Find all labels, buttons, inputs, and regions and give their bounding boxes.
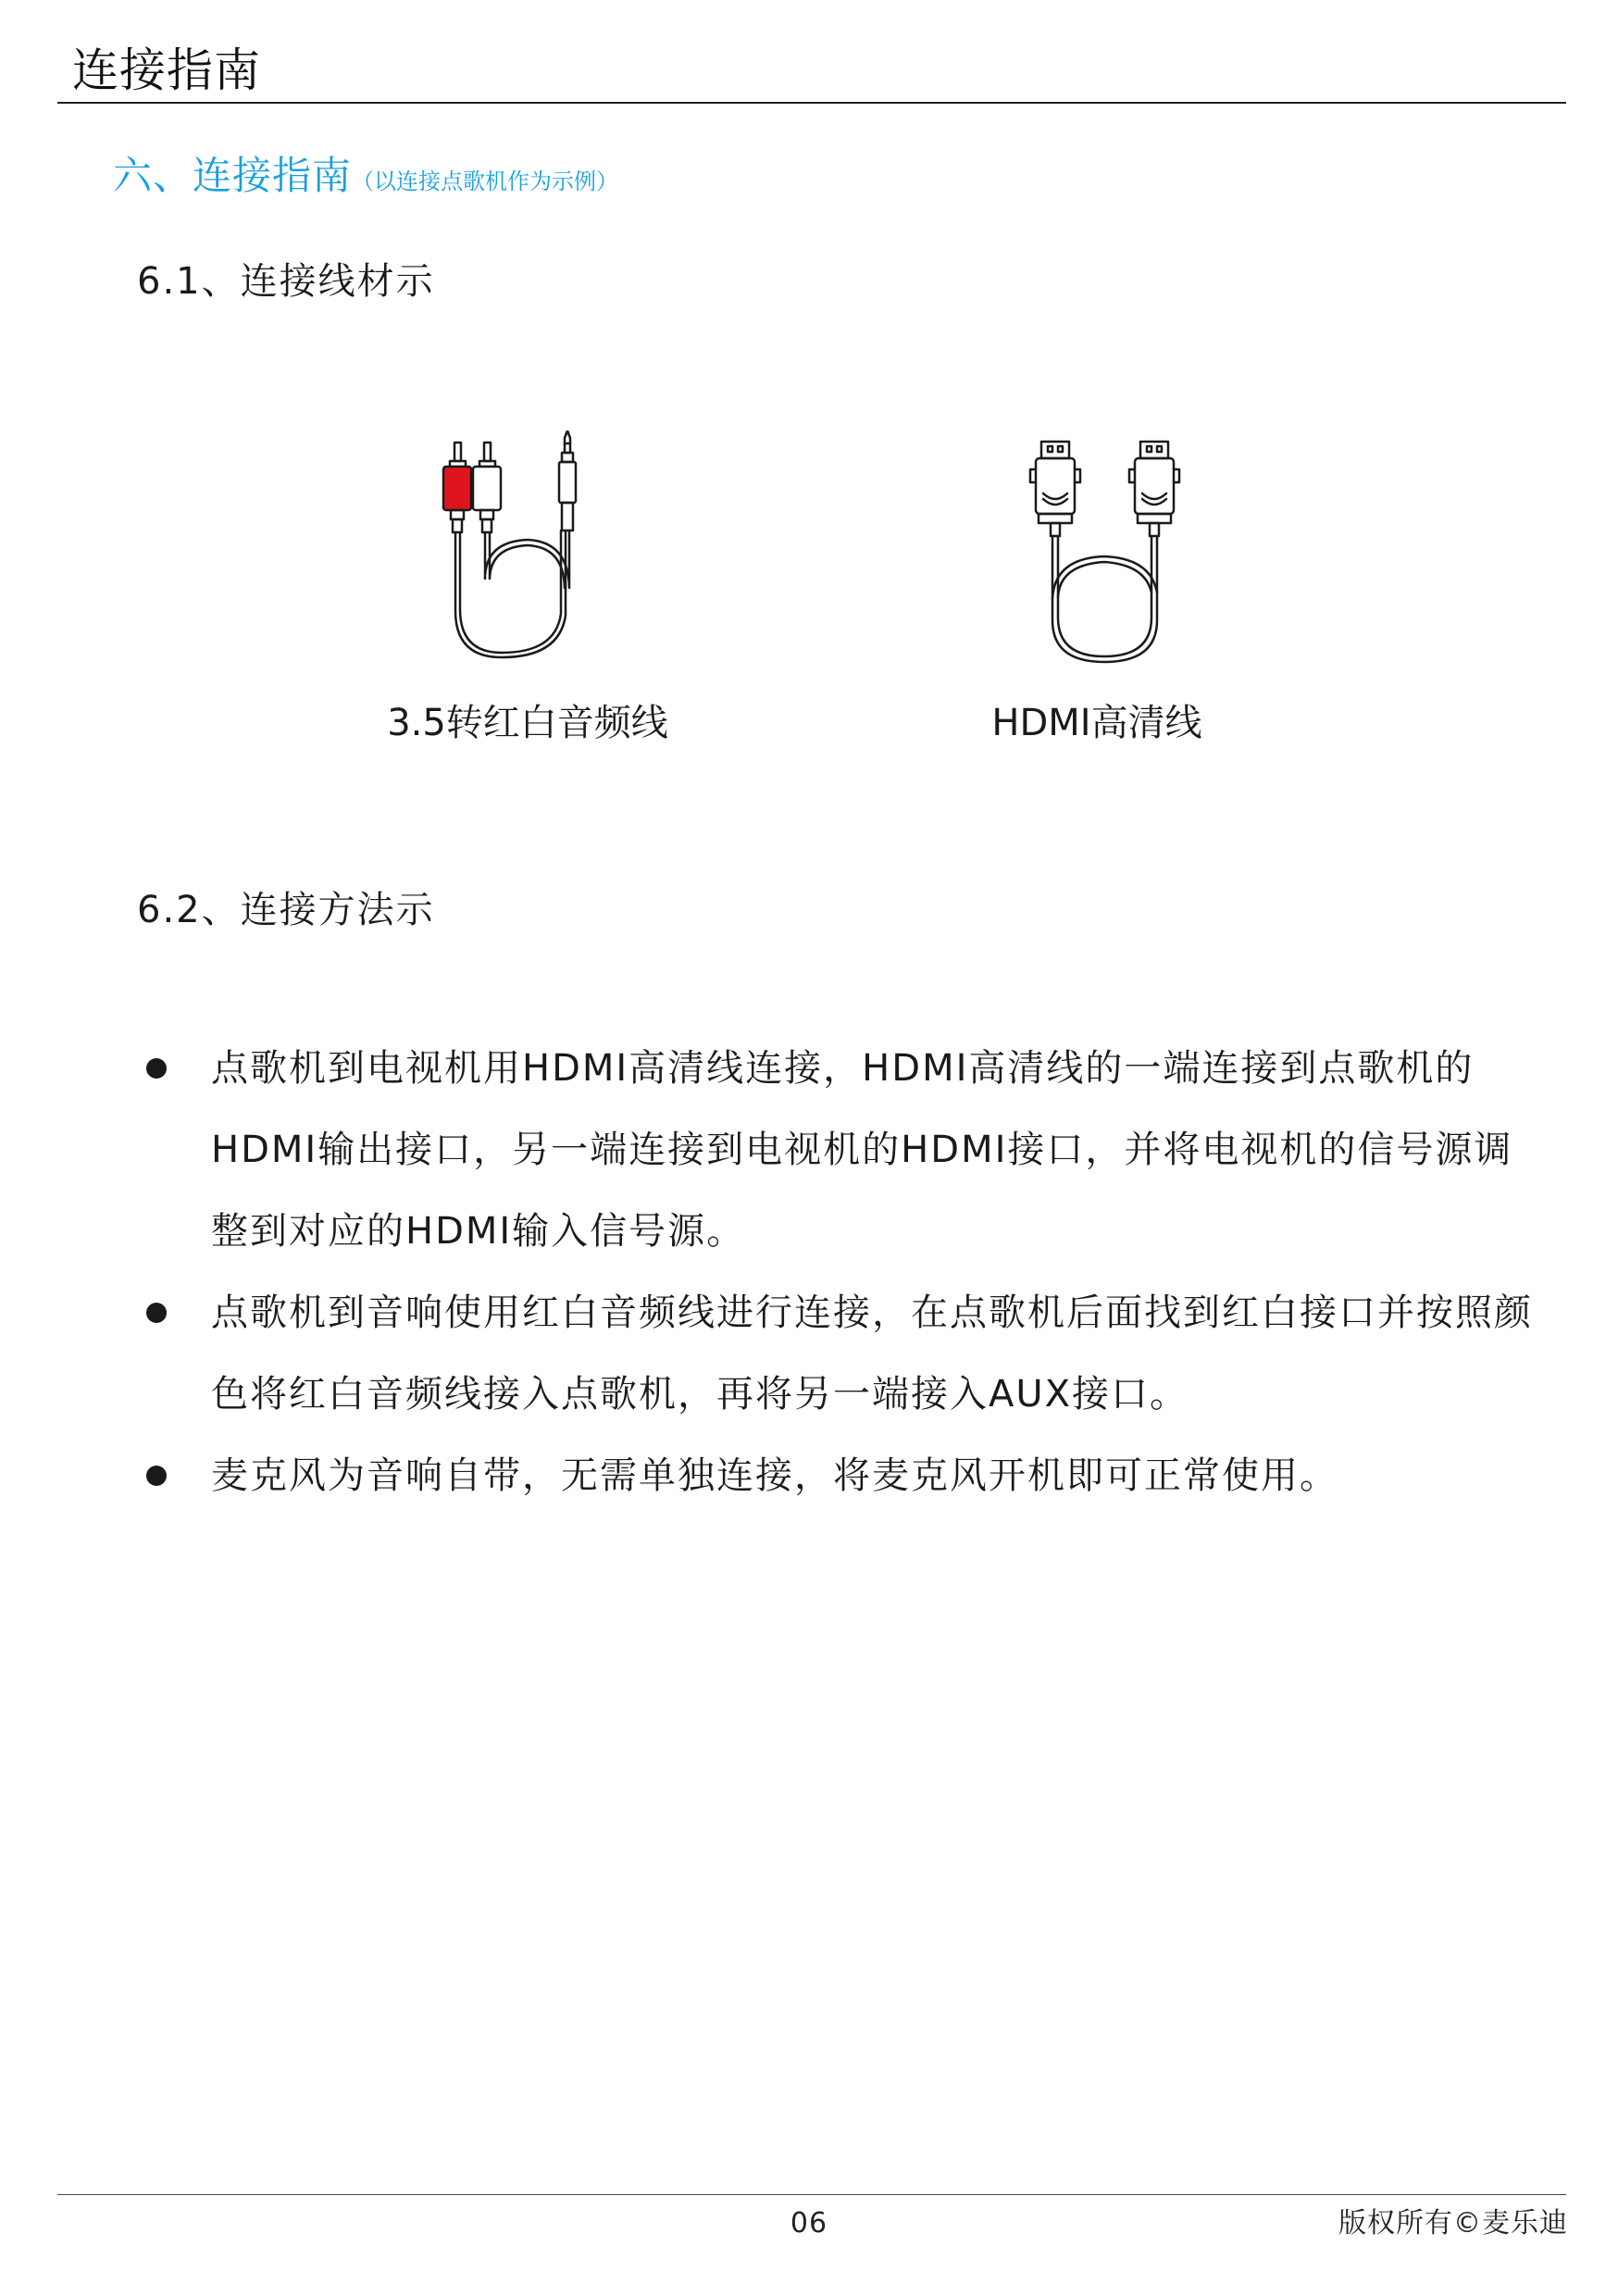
bullet-icon [146,1466,167,1486]
rca-audio-cable-icon [435,430,592,676]
page-header-title: 连接指南 [72,44,261,97]
list-item [137,1028,1544,1272]
footer-copyright: 版权所有©麦乐迪 [1338,2207,1568,2240]
list-item [137,1435,1544,1516]
page-number: 06 [790,2207,828,2240]
list-item-text: 麦克风为音响自带，无需单独连接，将麦克风开机即可正常使用。 [211,1454,1338,1497]
subsection-title-cables: 6.1、连接线材示 [137,260,435,303]
subsection-title-method: 6.2、连接方法示 [137,889,435,931]
connection-steps-list [137,1028,1544,1516]
list-item [137,1272,1544,1435]
section-title [113,150,618,207]
cable-label-hdmi: HDMI高清线 [991,702,1202,744]
hdmi-cable-icon [1023,440,1194,671]
list-item-text: 点歌机到电视机用HDMI高清线连接，HDMI高清线的一端连接到点歌机的HDMI输出接口，另一端连接到电视机的HDMI接口，并将电视机的信号源调整到对应的HDMI输入信号源。 [211,1047,1513,1253]
header-divider [57,102,1566,104]
bullet-icon [146,1058,167,1079]
list-item-text: 点歌机到音响使用红白音频线进行连接，在点歌机后面找到红白接口并按照颜色将红白音频线接入点歌机，再将另一端接入AUX接口。 [211,1292,1533,1416]
section-title-note: （以连接点歌机作为示例） [352,168,619,194]
footer-divider [57,2194,1566,2195]
section-title-text: 六、连接指南 [113,153,353,198]
cable-label-rca: 3.5转红白音频线 [387,702,668,744]
bullet-icon [146,1303,167,1323]
